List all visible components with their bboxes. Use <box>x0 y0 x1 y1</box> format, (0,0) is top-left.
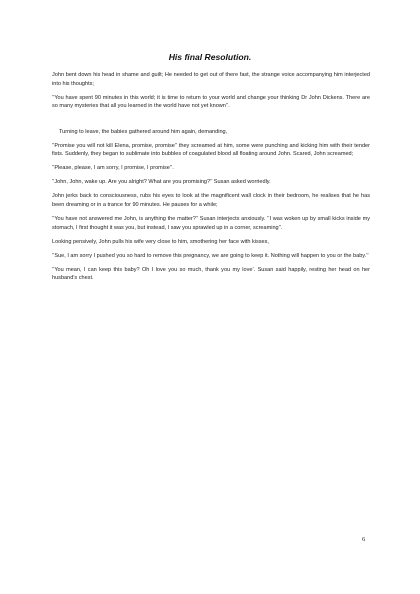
paragraph: Looking pensively, John pulls his wife very close to him, smothering her face with kisses, <box>52 238 269 245</box>
paragraph: Turning to leave, the babies gathered around him again, demanding, <box>59 128 228 135</box>
paragraph: ‘‘You mean, I can keep this baby? Oh I love you so much, thank you my love’. Susan said happily, resting her head on her husband’s chest. <box>52 266 370 282</box>
paragraph: ‘‘You have not answered me John, is anything the matter?’’ Susan interjects anxiously. ‘‘I was woken up by small kicks inside my stomach, I first thought it was you, but instead, I saw you sprawled up in a corner, screaming’’. <box>52 216 370 231</box>
paragraph: ‘‘You have spent 90 minutes in this world; it is time to return to your world and change your thinking Dr John Dickens. There are so many mysteries that all you learned in the world have not yet known’’. <box>52 94 370 110</box>
chapter-title: His final Resolution. <box>168 52 252 62</box>
paragraph: ‘‘Sue, I am sorry I pushed you so hard to remove this pregnancy, we are going to keep it. Nothing will happen to you or the baby.’’ <box>52 252 369 259</box>
paragraph: ‘‘Promise you will not kill Elena, promise, promise’’ they screamed at him, some were punching and kicking him with their tender fists. Suddenly, they began to sublimate into bubbles of coagulated blood all floating around John. Scared, John screamed; <box>52 142 370 158</box>
paragraph: John bent down his head in shame and guilt; He needed to get out of there fast, the strange voice accompanying him interjected into his thoughts; <box>52 72 370 87</box>
paragraph: ‘‘John, John, wake up. Are you alright? What are you promising?’’ Susan asked worriedly. <box>52 179 271 186</box>
paragraph: John jerks back to consciousness, rubs his eyes to look at the magnificent wall clock in their bedroom, he realises that he has been dreaming or in a trance for 90 minutes. He pauses for a while; <box>52 193 370 208</box>
page-number: 6 <box>362 536 366 543</box>
body-text <box>52 71 370 288</box>
paragraph: ‘‘Please, please, I am sorry, I promise, I promise’’. <box>52 165 174 172</box>
